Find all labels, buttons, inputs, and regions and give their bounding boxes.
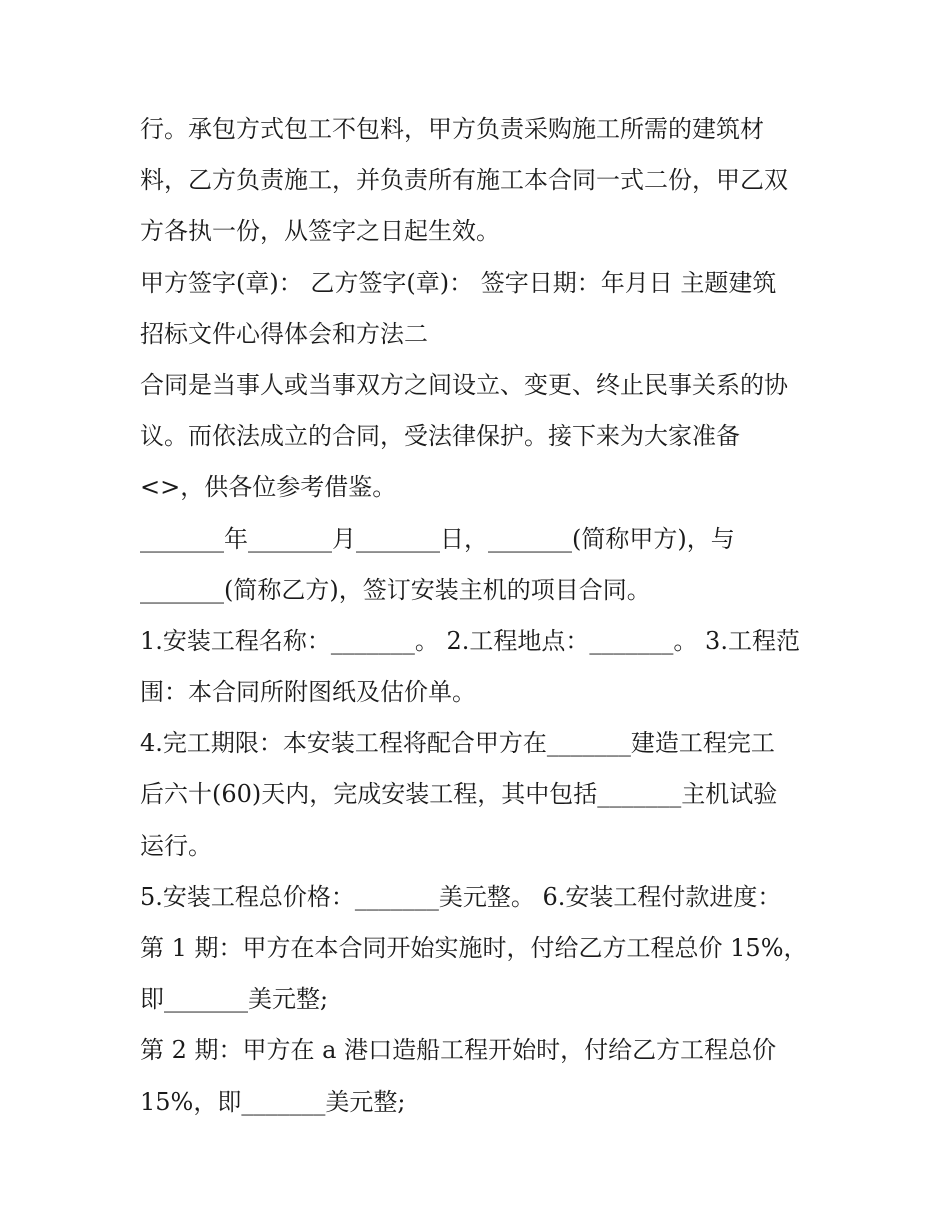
text-line: _______(简称乙方)，签订安装主机的项目合同。 xyxy=(140,575,651,604)
text-line: <>，供各位参考借鉴。 xyxy=(140,473,397,502)
section-heading: 招标文件心得体会和方法二 xyxy=(140,319,428,348)
payment-line: 第 2 期：甲方在 a 港口造船工程开始时，付给乙方工程总价 xyxy=(140,1036,777,1065)
text-line: 议。而依法成立的合同，受法律保护。接下来为大家准备 xyxy=(140,422,740,451)
text-line: 方各执一份，从签字之日起生效。 xyxy=(140,217,500,246)
text-line: 后六十(60)天内，完成安装工程，其中包括_______主机试验 xyxy=(140,780,778,809)
clause-line: 1.安装工程名称：_______。 2.工程地点：_______。 3.工程范 xyxy=(140,626,800,655)
payment-line: 第 1 期：甲方在本合同开始实施时，付给乙方工程总价 15%， xyxy=(140,934,808,962)
signature-line: 甲方签字(章)： 乙方签字(章)： 签字日期：年月日 主题建筑 xyxy=(140,268,777,297)
text-line: 15%，即_______美元整; xyxy=(140,1087,406,1116)
document-body xyxy=(140,104,820,1128)
clause-line: 5.安装工程总价格：_______美元整。 6.安装工程付款进度： xyxy=(140,882,782,911)
text-line: 运行。 xyxy=(140,831,212,860)
text-line: 行。承包方式包工不包料，甲方负责采购施工所需的建筑材 xyxy=(140,115,764,143)
text-line: 围：本合同所附图纸及估价单。 xyxy=(140,678,476,707)
text-line: 即_______美元整; xyxy=(140,985,329,1014)
text-line: 合同是当事人或当事双方之间设立、变更、终止民事关系的协 xyxy=(140,370,788,399)
clause-line: 4.完工期限：本安装工程将配合甲方在_______建造工程完工 xyxy=(140,729,775,758)
date-party-line: _______年_______月_______日，_______(简称甲方)，与 xyxy=(140,524,735,553)
text-line: 料，乙方负责施工，并负责所有施工本合同一式二份，甲乙双 xyxy=(140,166,788,195)
